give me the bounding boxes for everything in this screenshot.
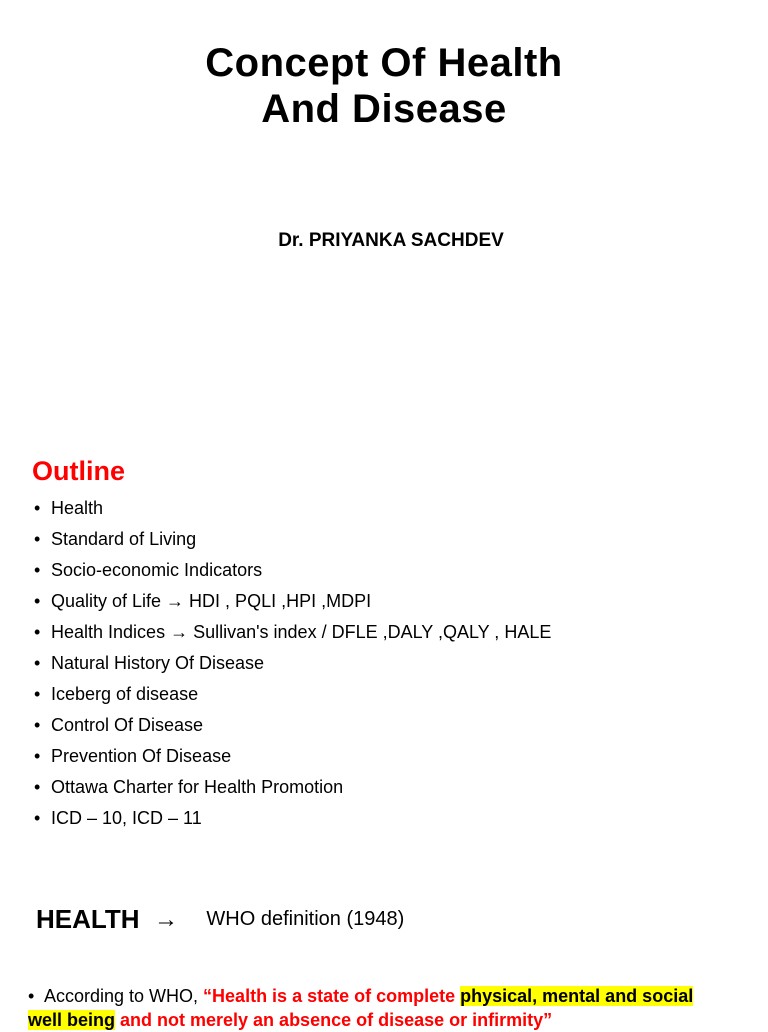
outline-heading: Outline: [32, 456, 125, 486]
outline-item-text: Control Of Disease: [51, 715, 204, 735]
outline-item: • Ottawa Charter for Health Promotion: [34, 777, 344, 797]
outline-item: • Iceberg of disease: [34, 684, 199, 704]
health-section-header: [36, 904, 404, 935]
outline-item-text: Health: [51, 498, 104, 518]
outline-item: • Socio-economic Indicators: [34, 560, 263, 580]
outline-item: • Natural History Of Disease: [34, 653, 265, 673]
outline-list: [34, 493, 551, 834]
outline-item-text: ICD – 10, ICD – 11: [51, 808, 202, 828]
outline-item: • Control Of Disease: [34, 715, 204, 735]
who-definition-text: • According to WHO, “Health is a state of complete physical, mental and social well being and not merely an absence of disease or infirmity”: [28, 986, 694, 1030]
outline-item-text: Health Indices → Sullivan's index / DFLE ,DALY ,QALY , HALE: [51, 622, 552, 642]
health-heading: HEALTH: [36, 904, 140, 934]
author-name: Dr. PRIYANKA SACHDEV: [278, 230, 504, 251]
title-line-2: And Disease: [261, 87, 507, 131]
definition-quote-part2: and not merely an absence of disease or infirmity”: [115, 1010, 553, 1030]
outline-item-text: Standard of Living: [51, 529, 197, 549]
outline-item: • Quality of Life → HDI , PQLI ,HPI ,MDPI: [34, 591, 372, 611]
outline-item: • ICD – 10, ICD – 11: [34, 808, 202, 828]
outline-item-text: Iceberg of disease: [51, 684, 199, 704]
who-definition-label: WHO definition (1948): [206, 908, 405, 930]
definition-highlight: physical, mental and social well being: [28, 986, 694, 1030]
page-title: [0, 40, 768, 132]
title-line-1: Concept Of Health: [205, 41, 563, 85]
outline-item-text: Socio-economic Indicators: [51, 560, 263, 580]
outline-item-text: Ottawa Charter for Health Promotion: [51, 777, 344, 797]
definition-quote-part1: “Health is a state of complete: [203, 986, 461, 1006]
right-arrow-icon: →: [153, 905, 178, 933]
outline-item: • Health Indices → Sullivan's index / DFLE ,DALY ,QALY , HALE: [34, 622, 552, 642]
outline-item: • Prevention Of Disease: [34, 746, 232, 766]
outline-item-text: Quality of Life → HDI , PQLI ,HPI ,MDPI: [51, 591, 372, 611]
outline-item-text: Natural History Of Disease: [51, 653, 265, 673]
outline-item: • Health: [34, 498, 104, 518]
outline-item-text: Prevention Of Disease: [51, 746, 232, 766]
definition-prefix: According to WHO,: [44, 986, 204, 1006]
outline-item: • Standard of Living: [34, 529, 197, 549]
